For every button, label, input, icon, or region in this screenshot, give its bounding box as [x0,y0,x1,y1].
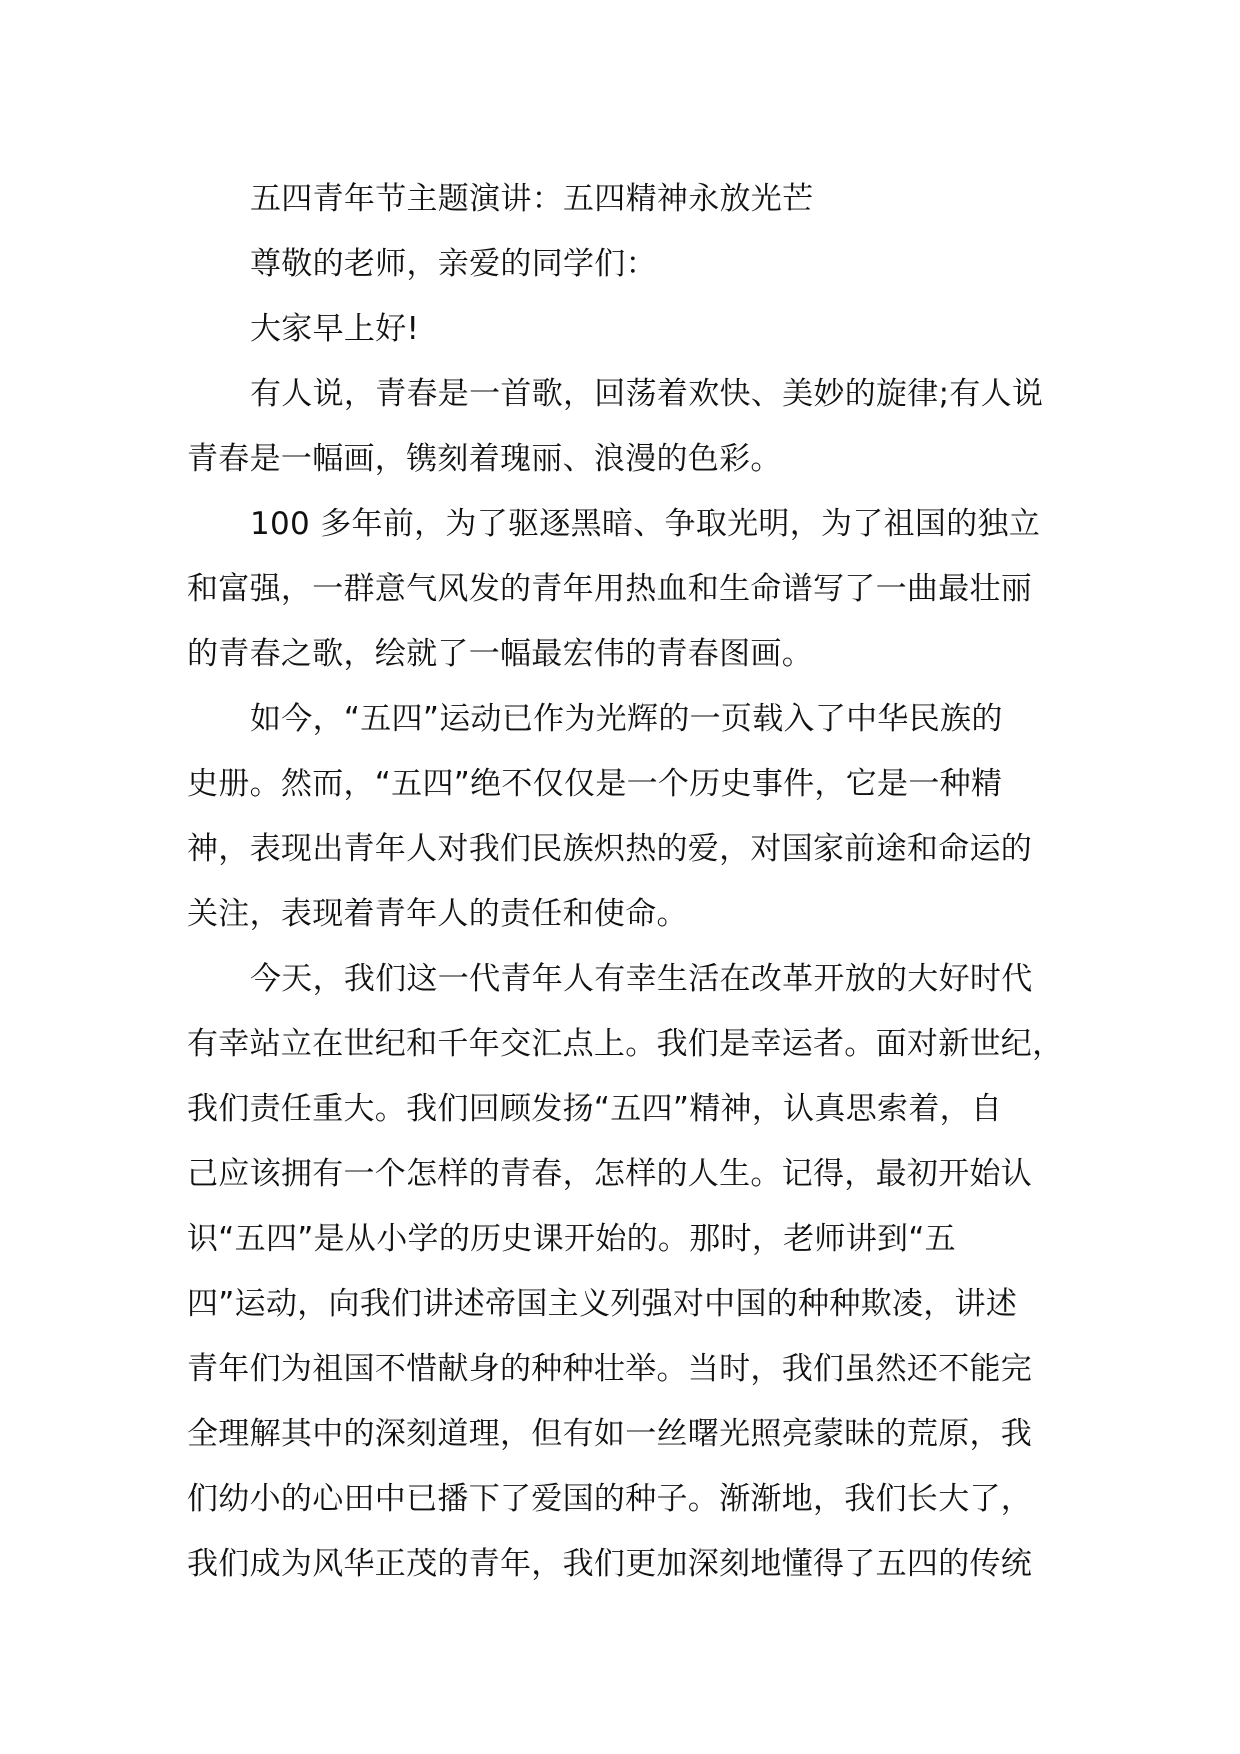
greeting: 大家早上好! [250,311,420,347]
paragraph-line: 己应该拥有一个怎样的青春，怎样的人生。记得，最初开始认 [187,1156,1033,1192]
paragraph-line: 我们成为风华正茂的青年，我们更加深刻地懂得了五四的传统 [187,1546,1033,1582]
paragraph-line: 青春是一幅画，镌刻着瑰丽、浪漫的色彩。 [187,441,782,477]
paragraph-line: 如今，“五四”运动已作为光辉的一页载入了中华民族的 [250,701,1003,737]
paragraph-line: 关注，表现着青年人的责任和使命。 [187,896,688,932]
paragraph-line: 的青春之歌，绘就了一幅最宏伟的青春图画。 [187,636,813,672]
document-title: 五四青年节主题演讲：五四精神永放光芒 [250,181,814,217]
paragraph-line: 100 多年前，为了驱逐黑暗、争取光明，为了祖国的独立 [250,506,1041,542]
paragraph-line: 识“五四”是从小学的历史课开始的。那时，老师讲到“五 [187,1221,956,1257]
paragraph-line: 有幸站立在世纪和千年交汇点上。我们是幸运者。面对新世纪， [187,1026,1064,1062]
paragraph-line: 全理解其中的深刻道理，但有如一丝曙光照亮蒙昧的荒原，我 [187,1416,1033,1452]
paragraph-line: 青年们为祖国不惜献身的种种壮举。当时，我们虽然还不能完 [187,1351,1033,1387]
paragraph-line: 有人说，青春是一首歌，回荡着欢快、美妙的旋律;有人说 [250,376,1044,412]
paragraph-line: 四”运动，向我们讲述帝国主义列强对中国的种种欺凌，讲述 [187,1286,1018,1322]
paragraph-line: 今天，我们这一代青年人有幸生活在改革开放的大好时代 [250,961,1033,997]
paragraph-line: 神，表现出青年人对我们民族炽热的爱，对国家前途和命运的 [187,831,1033,867]
paragraph-line: 史册。然而，“五四”绝不仅仅是一个历史事件，它是一种精 [187,766,1003,802]
salutation: 尊敬的老师，亲爱的同学们： [250,246,657,282]
paragraph-line: 和富强，一群意气风发的青年用热血和生命谱写了一曲最壮丽 [187,571,1033,607]
paragraph-line: 们幼小的心田中已播下了爱国的种子。渐渐地，我们长大了， [187,1481,1033,1517]
paragraph-line: 我们责任重大。我们回顾发扬“五四”精神，认真思索着，自 [187,1091,1003,1127]
